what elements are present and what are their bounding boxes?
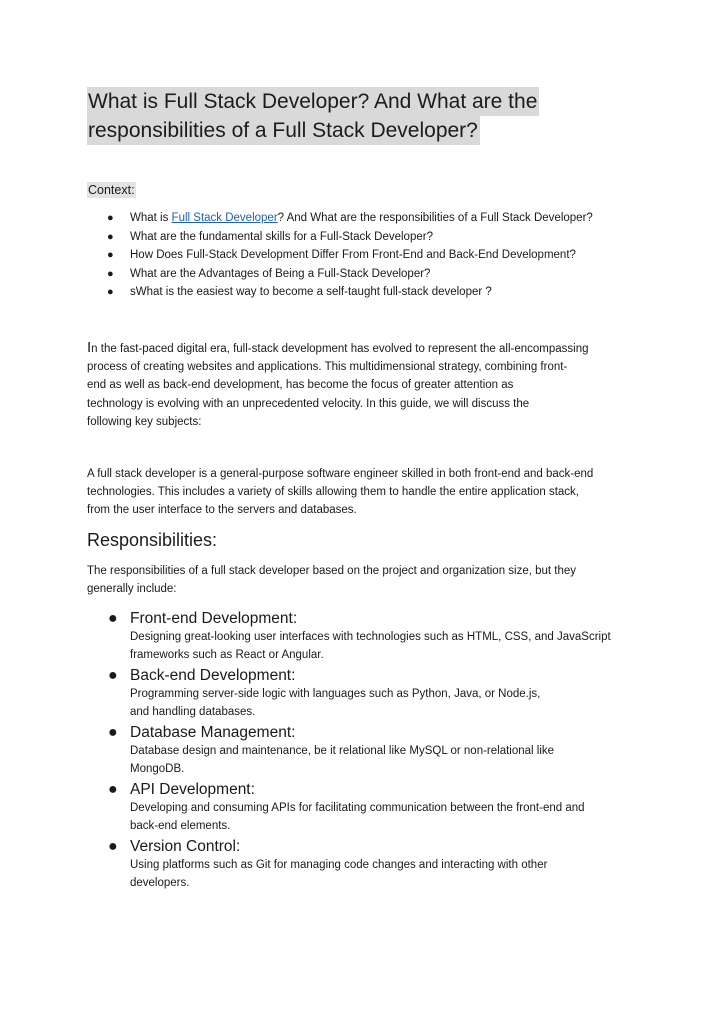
responsibility-item <box>87 609 611 664</box>
description-line: Database design and maintenance, be it relational like MySQL or non-relational like <box>130 745 555 757</box>
context-item <box>87 265 593 284</box>
resp-intro-line: generally include: <box>87 582 177 595</box>
intro-line: following key subjects: <box>87 415 202 428</box>
full-stack-developer-link[interactable]: Full Stack Developer <box>171 212 278 224</box>
description-line: MongoDB. <box>130 762 185 775</box>
bullet-icon: ● <box>107 286 114 299</box>
definition-paragraph <box>87 465 647 520</box>
context-item-text: sWhat is the easiest way to become a self-taught full-stack developer ? <box>130 286 492 299</box>
intro-line: technology is evolving with an unprecedented velocity. In this guide, we will discuss the <box>87 397 530 410</box>
context-item-text: ? And What are the responsibilities of a Full Stack Developer? <box>277 212 593 224</box>
context-item <box>87 209 593 228</box>
bullet-icon: ● <box>107 249 114 262</box>
bullet-icon: ● <box>108 610 118 627</box>
context-item-text: How Does Full-Stack Development Differ From Front-End and Back-End Development? <box>130 249 576 262</box>
responsibilities-list <box>87 609 611 894</box>
responsibility-title: API Development: <box>130 781 255 798</box>
responsibilities-intro <box>87 563 647 598</box>
bullet-icon: ● <box>108 724 118 741</box>
responsibility-item <box>87 723 611 778</box>
definition-line: technologies. This includes a variety of skills allowing them to handle the entire application stack, <box>87 486 580 499</box>
page-title <box>87 87 547 145</box>
responsibility-description <box>130 743 611 778</box>
responsibility-description <box>130 686 611 721</box>
responsibility-item <box>87 837 611 892</box>
context-item-text: What is <box>130 212 172 224</box>
bullet-icon: ● <box>107 212 114 224</box>
description-line: developers. <box>130 876 190 889</box>
resp-intro-line: The responsibilities of a full stack developer based on the project and organization size, but they <box>87 565 577 577</box>
context-item <box>87 246 593 265</box>
responsibility-item <box>87 780 611 835</box>
intro-line <box>87 339 632 358</box>
intro-line: process of creating websites and applications. This multidimensional strategy, combining front- <box>87 361 568 374</box>
description-line: Developing and consuming APIs for facilitating communication between the front-end and <box>130 802 585 814</box>
responsibility-description <box>130 800 611 835</box>
description-line: and handling databases. <box>130 705 256 718</box>
intro-line: end as well as back-end development, has become the focus of greater attention as <box>87 379 514 392</box>
description-line: Programming server-side logic with languages such as Python, Java, or Node.js, <box>130 688 541 700</box>
responsibility-description <box>130 857 611 892</box>
responsibilities-heading: Responsibilities: <box>87 530 218 550</box>
responsibility-title: Front-end Development: <box>130 610 298 627</box>
responsibility-description <box>130 629 611 664</box>
description-line: Using platforms such as Git for managing code changes and interacting with other <box>130 859 548 871</box>
responsibility-title: Back-end Development: <box>130 667 296 684</box>
bullet-icon: ● <box>107 230 114 243</box>
definition-line: A full stack developer is a general-purpose software engineer skilled in both front-end and back-end <box>87 468 594 480</box>
context-item-text: What are the fundamental skills for a Full-Stack Developer? <box>130 230 433 243</box>
context-item <box>87 283 593 302</box>
responsibility-item <box>87 666 611 721</box>
title-line-2: responsibilities of a Full Stack Developer? <box>87 116 480 145</box>
context-item <box>87 228 593 247</box>
context-item-text: What are the Advantages of Being a Full-Stack Developer? <box>130 267 431 280</box>
bullet-icon: ● <box>107 267 114 280</box>
context-label: Context: <box>88 183 135 197</box>
intro-line-text: n the fast-paced digital era, full-stack development has evolved to represent the all-encompassing <box>91 343 589 355</box>
bullet-icon: ● <box>108 781 118 798</box>
bullet-icon: ● <box>108 667 118 684</box>
description-line: back-end elements. <box>130 819 231 832</box>
intro-dropcap: I <box>87 339 92 356</box>
title-line-1: What is Full Stack Developer? And What are the <box>87 87 539 116</box>
description-line: frameworks such as React or Angular. <box>130 648 324 661</box>
responsibility-title: Version Control: <box>130 838 241 855</box>
bullet-icon: ● <box>108 838 118 855</box>
responsibility-title: Database Management: <box>130 724 296 741</box>
context-list <box>87 209 593 302</box>
intro-paragraph <box>87 339 632 431</box>
description-line: Designing great-looking user interfaces with technologies such as HTML, CSS, and JavaScript <box>130 631 611 643</box>
definition-line: from the user interface to the servers and databases. <box>87 504 357 517</box>
